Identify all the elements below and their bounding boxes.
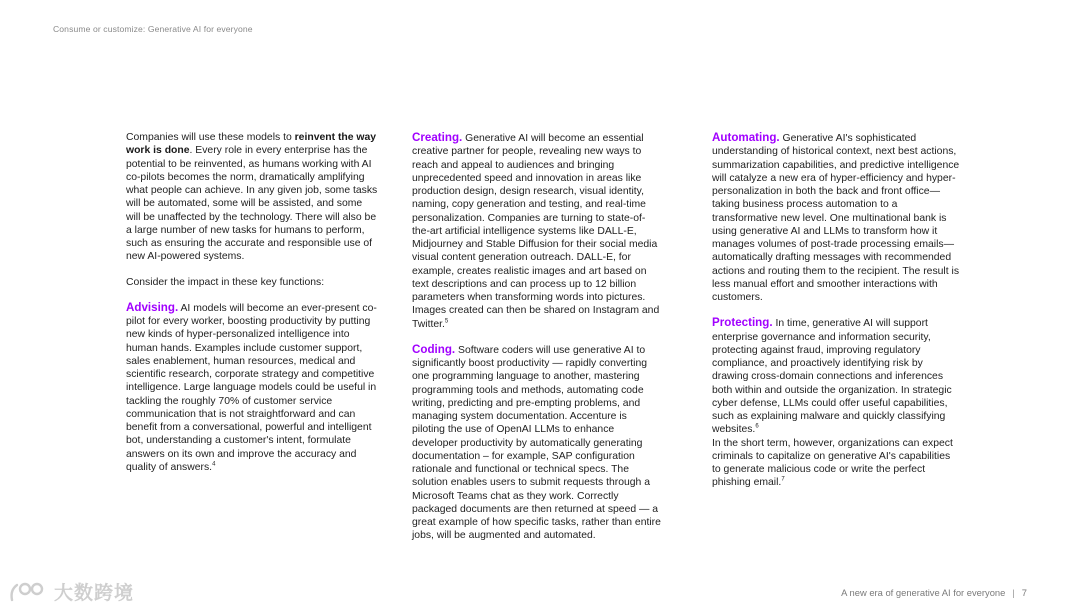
protecting-heading: Protecting. — [712, 316, 773, 330]
coding-heading: Coding. — [412, 342, 456, 356]
page-footer — [841, 587, 1027, 598]
creating-paragraph: Creating. Generative AI will become an essential creative partner for people, revealing new ways to reach and appeal to audiences and bringing unprecedented speed and innovation in areas like production design, design research, visual identity, naming, copy generation and testing, and real-time personalization. Companies are turning to state-of-the-art artificial intelligence systems like DALL-E, Midjourney and Stable Diffusion for their social media visual content generation outreach. DALL-E, for example, creates realistic images and art based on text descriptions and can process up to 12 billion parameters when transforming words into pictures. Images created can then be shared on Instagram and Twitter.$^5$ — [412, 131, 660, 330]
protecting-paragraph: Protecting. In time, generative AI will support enterprise governance and information security, protecting against fraud, improving regulatory compliance, and proactively identifying risk by drawing cross-domain connections and inferences both within and outside the organization. In strategic cyber defense, LLMs could offer useful capabilities, such as explaining malware and quickly classifying websites.$^6$ In the short term, however, organizations can expect criminals to capitalize on generative AI's capabilities to generate malicious code or write the perfect phishing email.$^7$ — [712, 316, 953, 489]
footer-title: A new era of generative AI for everyone — [841, 587, 1006, 598]
advising-heading: Advising. — [126, 300, 179, 314]
consider-paragraph: Consider the impact in these key functions: — [126, 276, 325, 288]
creating-heading: Creating. — [412, 131, 463, 144]
coding-paragraph: Coding. Software coders will use generative AI to significantly boost productivity — rapidly converting one programming language to another, mastering programming tools and methods, automating code writing, predicting and pre-empting problems, and managing system documentation. Accenture is piloting the use of OpenAI LLMs to enhance developer productivity by automatically generating documentation – for example, SAP configuration rationale and functional or technical specs. The solution enables users to submit requests through a Microsoft Teams chat as they work. Correctly packaged documents are then returned at speed — a great example of how specific tasks, rather than entire jobs, will be augmented and automated. — [412, 342, 661, 542]
advising-paragraph: Advising. AI models will become an ever-present co-pilot for every worker, boosting productivity by putting new kinds of hyper-personalized intelligence into human hands. Examples include customer support, sales enablement, human resources, medical and scientific research, corporate strategy and competitive intelligence. Large language models could be useful in tackling the roughly 70% of customer service communication that is not straightforward and can benefit from a conversational, powerful and intelligent bot, understanding a customer's intent, formulate answers on its own and improve the accuracy and quality of answers.$^4$ — [126, 300, 377, 473]
column-left — [126, 131, 378, 474]
automating-heading: Automating. — [712, 131, 780, 144]
footnote-ref: 5 — [444, 318, 449, 325]
column-right — [712, 131, 960, 490]
footer-separator: | — [1012, 587, 1015, 598]
footnote-ref: 7 — [781, 476, 785, 483]
footnote-ref: 6 — [755, 423, 759, 430]
page-breadcrumb: Consume or customize: Generative AI for everyone — [53, 24, 253, 34]
intro-paragraph: Companies will use these models to reinvent the way work is done. Every role in every enterprise has the potential to be reinvented, as humans working with AI co-pilots becomes the norm, dramatically amplifying what people can achieve. In any given job, some tasks will be automated, some will be assisted, and some will be unaffected by the technology. There will also be a large number of new tasks for humans to perform, such as ensuring the accurate and responsible use of new AI-powered systems. — [126, 132, 378, 263]
automating-paragraph: Automating. Generative AI's sophisticated understanding of historical context, next best actions, summarization capabilities, and predictive intelligence will catalyze a new era of hyper-efficiency and hyper-personalization in both the back and front office—taking business process automation to a transformative new level. One multinational bank is using generative AI and LLMs to transform how it manages volumes of post-trade processing emails—automatically drafting messages with recommended actions and routing them to the recipient. The result is less manual effort and smoother interactions with customers. — [712, 131, 960, 303]
watermark — [8, 578, 134, 605]
watermark-logo-icon — [8, 580, 48, 604]
intro-emphasis: reinvent the way work is done — [126, 132, 377, 157]
watermark-text: 大数跨境 — [54, 583, 135, 604]
page-number: 7 — [1021, 587, 1027, 598]
column-middle — [412, 131, 662, 543]
footnote-ref: 4 — [212, 461, 216, 468]
